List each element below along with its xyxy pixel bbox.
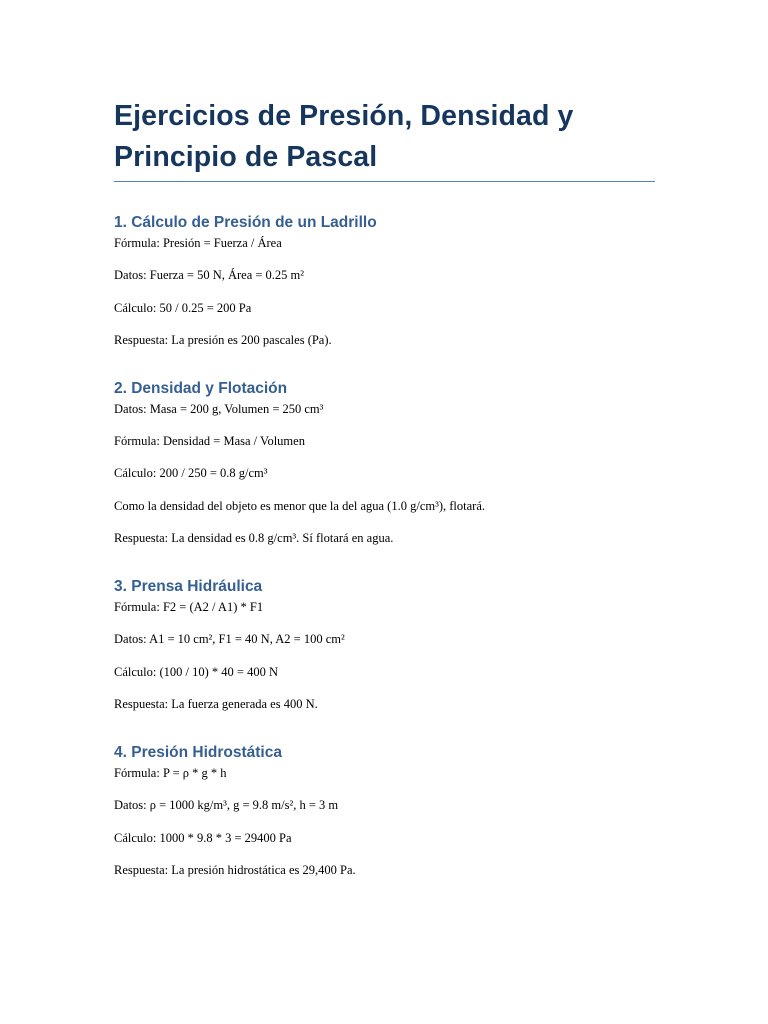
calculation-line: Cálculo: (100 / 10) * 40 = 400 N xyxy=(114,664,278,679)
section-heading: 1. Cálculo de Presión de un Ladrillo xyxy=(114,214,377,231)
formula-line: Fórmula: P = ρ * g * h xyxy=(114,765,227,780)
answer-line: Respuesta: La densidad es 0.8 g/cm³. Sí flotará en agua. xyxy=(114,531,394,546)
document-title xyxy=(114,96,655,180)
calculation-line: Cálculo: 200 / 250 = 0.8 g/cm³ xyxy=(114,466,268,481)
document-page xyxy=(114,96,655,878)
calculation-line: Cálculo: 1000 * 9.8 * 3 = 29400 Pa xyxy=(114,830,292,845)
formula-line: Fórmula: Presión = Fuerza / Área xyxy=(114,236,282,250)
data-line: Datos: Masa = 200 g, Volumen = 250 cm³ xyxy=(114,401,324,416)
explanation-line: Como la densidad del objeto es menor que la del agua (1.0 g/cm³), flotará. xyxy=(114,498,485,513)
calculation-line: Cálculo: 50 / 0.25 = 200 Pa xyxy=(114,300,252,315)
section-presion-hidrostatica xyxy=(114,743,655,878)
document-title-line-1: Ejercicios de Presión, Densidad y xyxy=(114,100,574,132)
formula-line: Fórmula: Densidad = Masa / Volumen xyxy=(114,434,305,449)
section-heading: 4. Presión Hidrostática xyxy=(114,743,282,761)
section-densidad-flotacion xyxy=(114,379,655,546)
answer-line: Respuesta: La presión es 200 pascales (Pa). xyxy=(114,332,332,347)
document-title-line-2: Principio de Pascal xyxy=(114,141,378,173)
answer-line: Respuesta: La presión hidrostática es 29,400 Pa. xyxy=(114,862,356,877)
data-line: Datos: ρ = 1000 kg/m³, g = 9.8 m/s², h = 3 m xyxy=(114,798,339,813)
title-underline xyxy=(114,181,655,182)
section-heading: 2. Densidad y Flotación xyxy=(114,379,288,397)
section-presion-ladrillo xyxy=(114,213,655,348)
section-prensa-hidraulica xyxy=(114,577,655,712)
formula-line: Fórmula: F2 = (A2 / A1) * F1 xyxy=(114,600,264,615)
section-heading: 3. Prensa Hidráulica xyxy=(114,578,263,596)
data-line: Datos: Fuerza = 50 N, Área = 0.25 m² xyxy=(114,268,305,283)
data-line: Datos: A1 = 10 cm², F1 = 40 N, A2 = 100 cm² xyxy=(114,632,345,647)
answer-line: Respuesta: La fuerza generada es 400 N. xyxy=(114,696,318,711)
